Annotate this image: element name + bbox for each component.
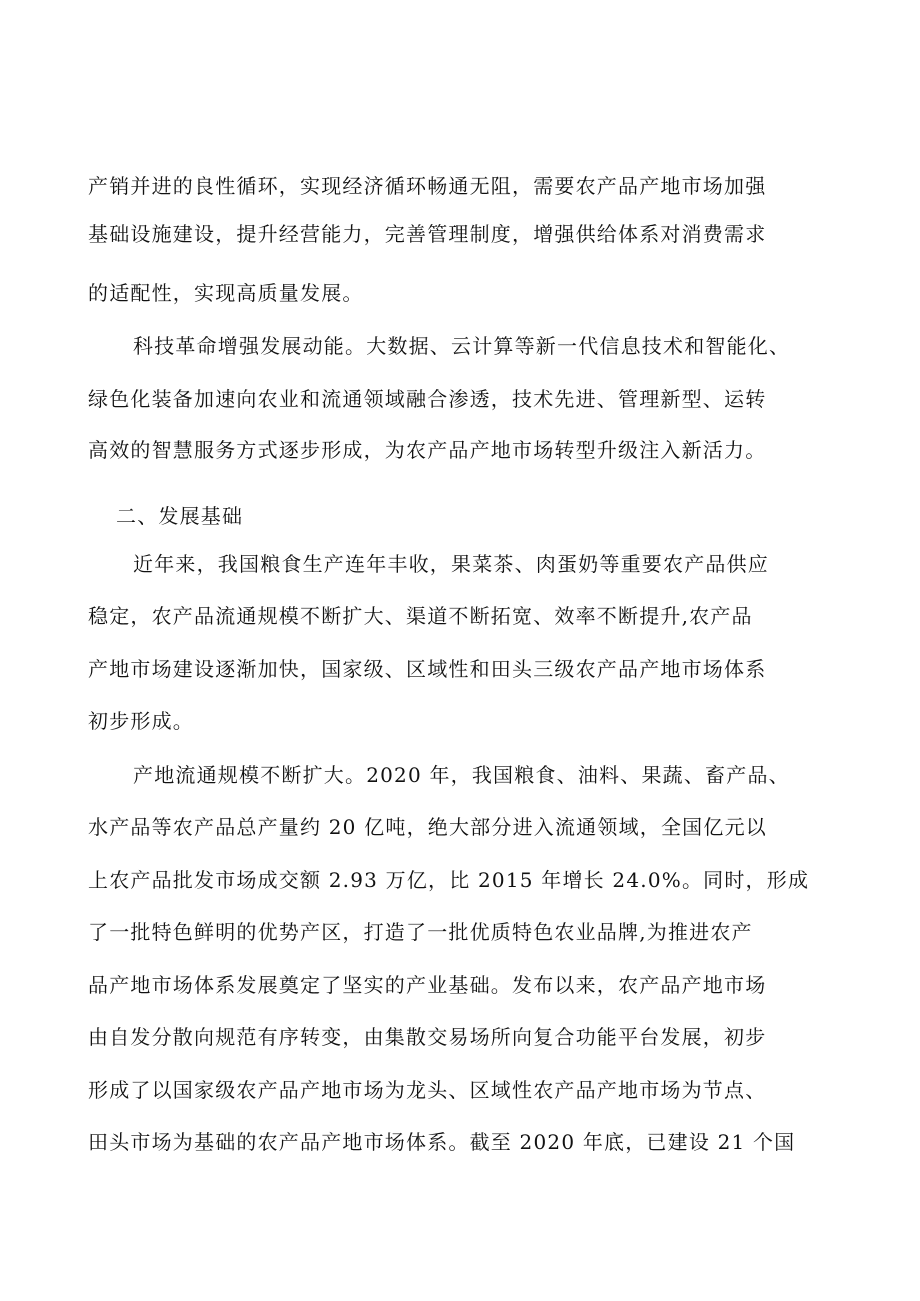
text-line: 绿色化装备加速向农业和流通领域融合渗透，技术先进、管理新型、运转 — [88, 387, 767, 411]
text-line: 田头市场为基础的农产品产地市场体系。截至 2020 年底，已建设 21 个国 — [88, 1130, 796, 1154]
text-line: 产地流通规模不断扩大。2020 年，我国粮食、油料、果蔬、畜产品、 — [133, 763, 790, 787]
section-heading: 二、发展基础 — [116, 504, 244, 528]
text-line: 产地市场建设逐渐加快，国家级、区域性和田头三级农产品产地市场体系 — [88, 657, 767, 681]
text-line: 产销并进的良性循环，实现经济循环畅通无阻，需要农产品产地市场加强 — [88, 174, 767, 198]
text-line: 上农产品批发市场成交额 2.93 万亿，比 2015 年增长 24.0%。同时，形成 — [88, 868, 810, 892]
text-line: 由自发分散向规范有序转变，由集散交易场所向复合功能平台发展，初步 — [88, 1025, 767, 1049]
text-line: 形成了以国家级农产品产地市场为龙头、区域性农产品产地市场为节点、 — [88, 1078, 767, 1102]
text-line: 品产地市场体系发展奠定了坚实的产业基础。发布以来，农产品产地市场 — [88, 973, 767, 997]
text-line: 了一批特色鲜明的优势产区，打造了一批优质特色农业品牌,为推进农产 — [88, 920, 753, 944]
text-line: 水产品等农产品总产量约 20 亿吨，绝大部分进入流通领域，全国亿元以 — [88, 815, 767, 839]
text-line: 近年来，我国粮食生产连年丰收，果菜茶、肉蛋奶等重要农产品供应 — [133, 552, 769, 576]
text-line: 稳定，农产品流通规模不断扩大、渠道不断拓宽、效率不断提升,农产品 — [88, 604, 753, 628]
text-line: 高效的智慧服务方式逐步形成，为农产品产地市场转型升级注入新活力。 — [88, 438, 767, 462]
text-line: 基础设施建设，提升经营能力，完善管理制度，增强供给体系对消费需求 — [88, 222, 767, 246]
text-line: 的适配性，实现高质量发展。 — [88, 281, 364, 305]
text-line: 科技革命增强发展动能。大数据、云计算等新一代信息技术和智能化、 — [133, 334, 791, 358]
text-line: 初步形成。 — [88, 709, 194, 733]
